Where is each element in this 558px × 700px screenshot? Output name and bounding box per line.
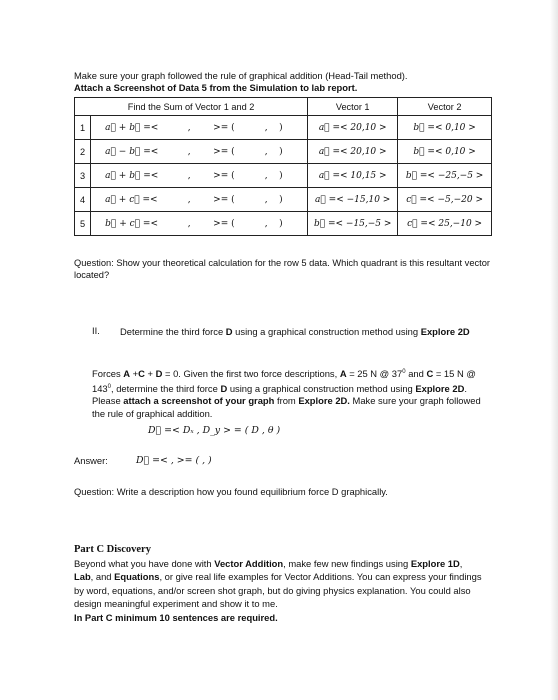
comma: , [264, 122, 268, 133]
answer-template: D⃗ =< , >= ( , ) [136, 455, 212, 466]
vector-1-value: a⃗ =< 20,10 > [308, 116, 398, 140]
sum-expression: a⃗ − b⃗ =< [105, 146, 159, 157]
table-row [75, 140, 492, 164]
intro-instructions [74, 70, 408, 94]
d-vector-formula: D⃗ =< Dₓ , D_y > = ( D , θ ) [148, 425, 281, 436]
intro-line-2: Attach a Screenshot of Data 5 from the Simulation to lab report. [74, 82, 358, 93]
vector-2-value: b⃗ =< 0,10 > [398, 140, 492, 164]
comma: , [187, 194, 191, 205]
intro-line-1: Make sure your graph followed the rule of graphical addition (Head-Tail method). [74, 70, 408, 81]
close-paren: ) [279, 122, 283, 133]
header-vector-1: Vector 1 [308, 98, 398, 116]
equals-paren: >= ( [213, 218, 235, 229]
equals-paren: >= ( [213, 170, 235, 181]
forces-description: Forces A +C + D = 0. Given the first two force descriptions, A = 25 N @ $37^0$ and C = 15 N @ $143^0$, determine the third force D using a graphical construction method using Explore 2D. Please attach a screenshot of your graph from Explore 2D. Make sure your graph followed the rule of graphical addition. [92, 368, 481, 419]
part-c-title: Part C Discovery [74, 544, 151, 555]
part-c-body: Beyond what you have done with Vector Addition, make few new findings using Explore 1D, Lab, and Equations, or give real life examples for Vector Additions. You can express your findings by word, equations, and/or screen shot graph, but do giving physics explanation. You could also design meaningful experiment and show it to me. [74, 557, 482, 609]
comma: , [187, 170, 191, 181]
vector-2-value: c⃗ =< 25,−10 > [398, 212, 492, 236]
sum-expression: a⃗ + b⃗ =< [105, 122, 159, 133]
section-numeral: II. [92, 325, 100, 336]
table-header-row [75, 98, 492, 116]
header-vector-2: Vector 2 [398, 98, 492, 116]
sum-expression-cell [91, 212, 308, 236]
comma: , [187, 218, 191, 229]
answer-line [74, 455, 212, 466]
sum-expression: a⃗ + c⃗ =< [105, 194, 158, 205]
row-number: 4 [75, 188, 91, 212]
equals-paren: >= ( [213, 122, 235, 133]
row-number: 2 [75, 140, 91, 164]
question-row-5: Question: Show your theoretical calculation for the row 5 data. Which quadrant is this resultant vector located? [74, 258, 490, 280]
close-paren: ) [279, 194, 283, 205]
page-edge-shadow [550, 0, 558, 700]
answer-label: Answer: [74, 455, 108, 466]
row-number: 3 [75, 164, 91, 188]
header-sum: Find the Sum of Vector 1 and 2 [75, 98, 308, 116]
equals-paren: >= ( [213, 146, 235, 157]
sum-expression: a⃗ + b⃗ =< [105, 170, 159, 181]
part-c-section [74, 543, 484, 624]
sum-expression-cell [91, 116, 308, 140]
vector-1-value: a⃗ =< 10,15 > [308, 164, 398, 188]
sum-expression-cell [91, 188, 308, 212]
comma: , [264, 170, 268, 181]
comma: , [264, 146, 268, 157]
close-paren: ) [279, 170, 283, 181]
comma: , [264, 218, 268, 229]
section-2-title: Determine the third force D using a graphical construction method using Explore 2D [120, 326, 470, 337]
vector-table [74, 97, 492, 236]
sum-expression-cell [91, 140, 308, 164]
part-c-requirement: In Part C minimum 10 sentences are required. [74, 611, 278, 623]
table-row [75, 164, 492, 188]
vector-1-value: b⃗ =< −15,−5 > [308, 212, 398, 236]
vector-2-value: b⃗ =< −25,−5 > [398, 164, 492, 188]
comma: , [264, 194, 268, 205]
vector-2-value: b⃗ =< 0,10 > [398, 116, 492, 140]
row-number: 5 [75, 212, 91, 236]
close-paren: ) [279, 146, 283, 157]
sum-expression: b⃗ + c⃗ =< [105, 218, 158, 229]
question-equilibrium: Question: Write a description how you found equilibrium force D graphically. [74, 486, 388, 497]
close-paren: ) [279, 218, 283, 229]
row-number: 1 [75, 116, 91, 140]
vector-1-value: a⃗ =< 20,10 > [308, 140, 398, 164]
table-row [75, 188, 492, 212]
comma: , [187, 146, 191, 157]
sum-expression-cell [91, 164, 308, 188]
table-row [75, 116, 492, 140]
comma: , [187, 122, 191, 133]
equals-paren: >= ( [213, 194, 235, 205]
vector-2-value: c⃗ =< −5,−20 > [398, 188, 492, 212]
table-row [75, 212, 492, 236]
vector-1-value: a⃗ =< −15,10 > [308, 188, 398, 212]
